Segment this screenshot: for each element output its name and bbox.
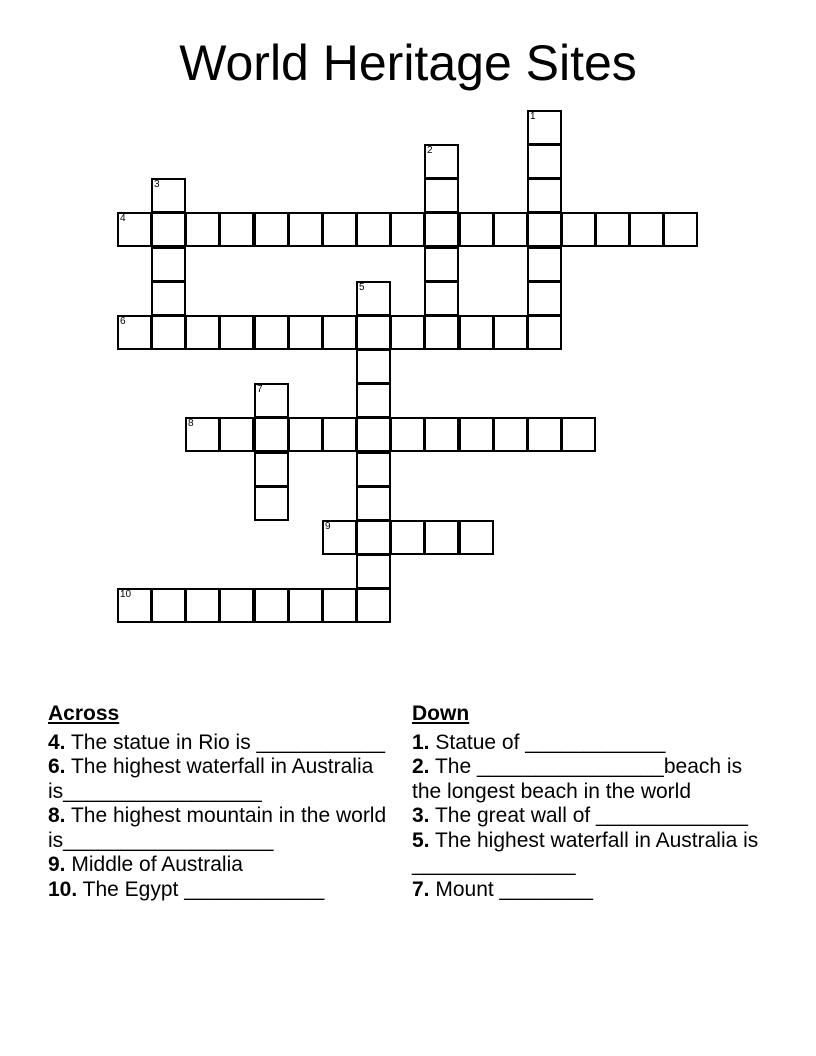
grid-cell[interactable] [390,417,425,452]
grid-cell[interactable] [527,247,562,282]
grid-cell[interactable] [561,417,596,452]
cell-number: 8 [188,418,194,429]
cell-number: 3 [154,179,160,190]
clue-number: 5. [412,828,430,852]
grid-cell[interactable] [356,417,391,452]
grid-cell[interactable] [356,315,391,350]
clue-number: 4. [48,730,66,754]
grid-cell[interactable] [151,315,186,350]
clue-text: The highest waterfall in Australia is ______________ [412,828,759,876]
grid-cell[interactable] [424,315,459,350]
grid-cell[interactable] [424,247,459,282]
grid-cell[interactable] [254,417,289,452]
clue-text: Mount ________ [429,877,593,901]
grid-cell[interactable] [527,417,562,452]
clue-text: The ________________beach is the longest beach in the world [412,755,743,803]
grid-cell[interactable] [254,383,289,418]
grid-cell[interactable] [254,212,289,247]
grid-cell[interactable] [424,417,459,452]
grid-cell[interactable] [629,212,664,247]
grid-cell[interactable] [356,349,391,384]
grid-cell[interactable] [288,588,323,623]
grid-cell[interactable] [527,110,562,145]
grid-cell[interactable] [356,452,391,487]
grid-cell[interactable] [151,212,186,247]
grid-cell[interactable] [527,144,562,179]
cell-number: 6 [120,316,126,327]
grid-cell[interactable] [561,212,596,247]
grid-cell[interactable] [219,417,254,452]
clue-text: The great wall of _____________ [429,804,748,827]
grid-cell[interactable] [151,281,186,316]
clue-text: The Egypt ____________ [77,877,325,901]
grid-cell[interactable] [459,212,494,247]
cell-number: 10 [120,589,132,600]
across-clue-9 [48,853,393,878]
grid-cell[interactable] [356,520,391,555]
grid-cell[interactable] [254,452,289,487]
cell-number: 9 [325,521,331,532]
grid-cell[interactable] [356,281,391,316]
grid-cell[interactable] [254,315,289,350]
grid-cell[interactable] [527,315,562,350]
down-clue-7 [412,878,772,903]
grid-cell[interactable] [527,281,562,316]
grid-cell[interactable] [288,315,323,350]
grid-cell[interactable] [219,212,254,247]
cell-number: 5 [359,282,365,293]
grid-cell[interactable] [356,383,391,418]
grid-cell[interactable] [185,212,220,247]
grid-cell[interactable] [322,520,357,555]
grid-cell[interactable] [356,212,391,247]
grid-cell[interactable] [254,486,289,521]
clue-number: 9. [48,853,66,876]
grid-cell[interactable] [424,144,459,179]
cell-number: 7 [257,384,263,395]
grid-cell[interactable] [117,212,152,247]
clue-number: 2. [412,755,430,778]
across-clue-8 [48,804,393,853]
grid-cell[interactable] [390,315,425,350]
across-clue-6 [48,755,393,804]
grid-cell[interactable] [185,315,220,350]
grid-cell[interactable] [356,554,391,589]
grid-cell[interactable] [356,588,391,623]
across-clue-10 [48,878,393,903]
down-clue-2 [412,755,772,804]
grid-cell[interactable] [151,247,186,282]
across-clue-4 [48,731,393,756]
grid-cell[interactable] [424,178,459,213]
down-heading: Down [412,702,470,725]
clue-text: Statue of ____________ [429,730,666,754]
grid-cell[interactable] [493,417,528,452]
grid-cell[interactable] [424,212,459,247]
grid-cell[interactable] [356,486,391,521]
clue-number: 7. [412,877,430,901]
grid-cell[interactable] [459,417,494,452]
across-clues [48,702,393,902]
grid-cell[interactable] [322,315,357,350]
grid-cell[interactable] [595,212,630,247]
grid-cell[interactable] [117,588,152,623]
clue-number: 1. [412,730,430,754]
clue-number: 6. [48,755,66,778]
grid-cell[interactable] [390,212,425,247]
grid-cell[interactable] [151,588,186,623]
grid-cell[interactable] [322,588,357,623]
down-clue-1 [412,731,772,756]
grid-cell[interactable] [151,178,186,213]
clue-number: 8. [48,804,66,827]
across-heading: Across [48,702,120,725]
grid-cell[interactable] [663,212,698,247]
grid-cell[interactable] [390,520,425,555]
grid-cell[interactable] [459,520,494,555]
grid-cell[interactable] [493,315,528,350]
cell-number: 4 [120,213,126,224]
grid-cell[interactable] [424,520,459,555]
grid-cell[interactable] [527,178,562,213]
grid-cell[interactable] [219,315,254,350]
grid-cell[interactable] [254,588,289,623]
clue-text: The highest waterfall in Australia is_________________ [48,755,374,803]
down-clue-3 [412,804,772,829]
clue-text: The statue in Rio is ___________ [65,730,386,754]
clue-text: Middle of Australia [65,853,243,876]
page-title: World Heritage Sites [179,35,637,91]
down-clues [412,702,772,902]
grid-cell[interactable] [185,417,220,452]
grid-cell[interactable] [185,588,220,623]
grid-cell[interactable] [288,417,323,452]
cell-number: 1 [530,111,536,122]
clue-text: The highest mountain in the world is__________________ [48,804,387,852]
grid-cell[interactable] [219,588,254,623]
grid-cell[interactable] [117,315,152,350]
grid-cell[interactable] [322,417,357,452]
grid-cell[interactable] [493,212,528,247]
grid-cell[interactable] [322,212,357,247]
down-clue-5 [412,829,772,878]
cell-number: 2 [427,145,433,156]
grid-cell[interactable] [288,212,323,247]
clue-number: 3. [412,804,430,827]
grid-cell[interactable] [424,281,459,316]
clue-number: 10. [48,877,78,901]
grid-cell[interactable] [527,212,562,247]
grid-cell[interactable] [459,315,494,350]
